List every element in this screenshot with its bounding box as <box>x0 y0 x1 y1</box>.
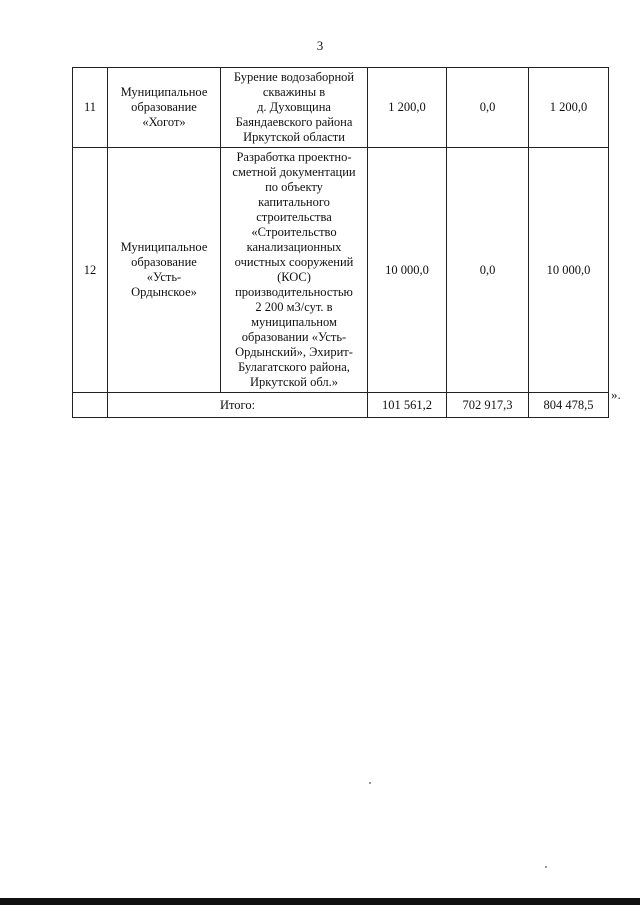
text-line: Булагатского района, <box>238 360 350 374</box>
text-line: «Хогот» <box>142 115 186 129</box>
scan-speck <box>369 782 371 784</box>
text-line: Иркутской обл.» <box>249 375 338 389</box>
scan-speck <box>545 866 547 868</box>
amount-cell: 1 200,0 <box>368 68 447 148</box>
data-table <box>72 67 609 418</box>
project-description <box>221 68 368 148</box>
text-line: д. Духовщина <box>257 100 331 114</box>
text-line: «Усть- <box>146 270 182 284</box>
text-line: очистных сооружений <box>234 255 354 269</box>
text-line: по объекту <box>265 180 323 194</box>
amount-cell: 10 000,0 <box>368 148 447 393</box>
text-line: 2 200 м3/сут. в <box>255 300 333 314</box>
scan-edge-bar <box>0 898 640 905</box>
text-line: муниципальном <box>251 315 337 329</box>
text-line: «Строительство <box>251 225 337 239</box>
table-row <box>73 68 609 148</box>
text-line: сметной документации <box>232 165 356 179</box>
total-amount: 804 478,5 <box>529 393 609 418</box>
text-line: образовании «Усть- <box>241 330 347 344</box>
text-line: Иркутской области <box>243 130 345 144</box>
row-number: 12 <box>73 148 108 393</box>
text-line: (КОС) <box>277 270 311 284</box>
table-row <box>73 148 609 393</box>
text-line: образование <box>131 100 197 114</box>
text-line: Ордынский», Эхирит- <box>235 345 353 359</box>
municipality-name <box>108 68 221 148</box>
text-line: Муниципальное <box>120 240 208 254</box>
total-amount: 702 917,3 <box>447 393 529 418</box>
text-line: образование <box>131 255 197 269</box>
total-row <box>73 393 609 418</box>
amount-cell: 10 000,0 <box>529 148 609 393</box>
page-number: 3 <box>316 38 324 53</box>
project-description <box>221 148 368 393</box>
row-number: 11 <box>73 68 108 148</box>
text-line: Разработка проектно- <box>236 150 352 164</box>
text-line: Ордынское» <box>131 285 197 299</box>
municipality-name <box>108 148 221 393</box>
text-line: Муниципальное <box>120 85 208 99</box>
closing-quote-mark: ». <box>611 387 621 402</box>
text-line: производительностью <box>235 285 353 299</box>
text-line: Баяндаевского района <box>235 115 353 129</box>
text-line: капитального <box>258 195 330 209</box>
text-line: скважины в <box>262 85 326 99</box>
text-line: Бурение водозаборной <box>233 70 355 84</box>
total-amount: 101 561,2 <box>368 393 447 418</box>
total-label: Итого: <box>108 393 368 418</box>
amount-cell: 0,0 <box>447 148 529 393</box>
amount-cell: 0,0 <box>447 68 529 148</box>
empty-cell <box>73 393 108 418</box>
text-line: канализационных <box>246 240 342 254</box>
amount-cell: 1 200,0 <box>529 68 609 148</box>
text-line: строительства <box>256 210 332 224</box>
